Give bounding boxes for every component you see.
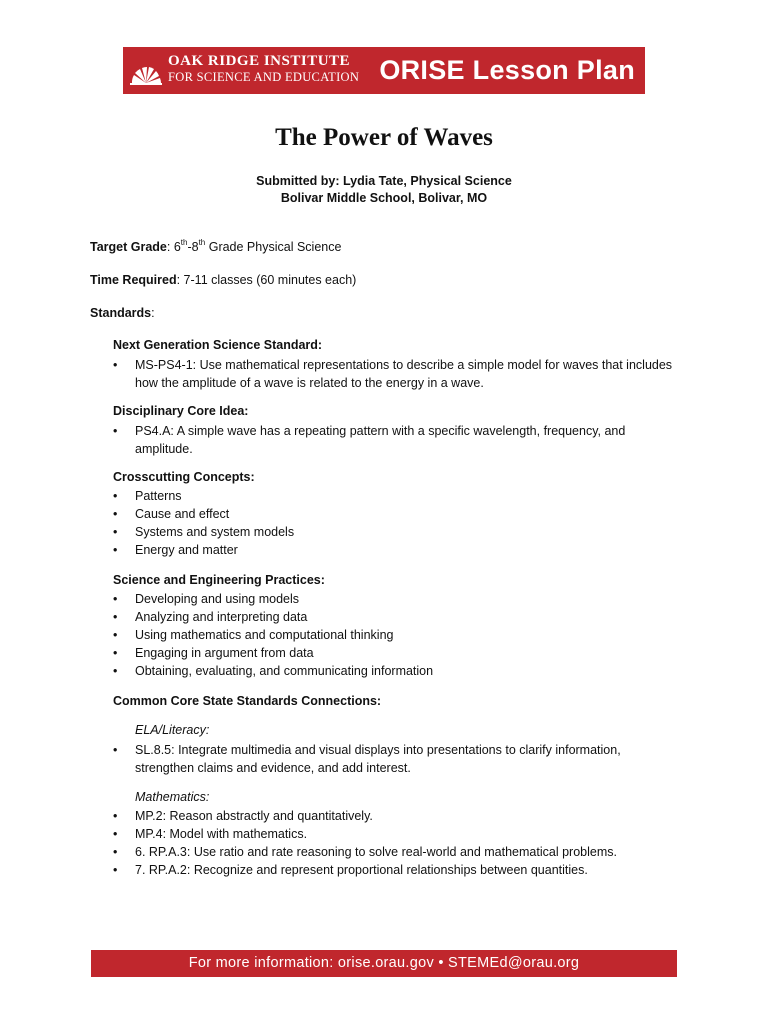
list-item: • MS-PS4-1: Use mathematical representations to describe a simple model for waves that includes how the amplitude of a wave is related to the energy in a wave. <box>113 358 673 390</box>
crosscutting-heading: Crosscutting Concepts: <box>113 470 255 484</box>
mathematics-label: Mathematics: <box>135 790 210 804</box>
time-required-label: Time Required <box>90 273 177 287</box>
list-item: • MP.2: Reason abstractly and quantitatively. <box>113 809 373 823</box>
list-item: • 6. RP.A.3: Use ratio and rate reasoning to solve real-world and mathematical problems. <box>113 845 617 859</box>
list-item: • Systems and system models <box>113 525 295 539</box>
list-item: • Developing and using models <box>113 592 299 606</box>
brand-title: ORISE Lesson Plan <box>379 55 635 85</box>
target-grade: Target Grade: 6th-8th Grade Physical Science <box>90 238 342 254</box>
list-item: • SL.8.5: Integrate multimedia and visual displays into presentations to clarify information, strengthen claims and evidence, and add interest. <box>113 743 621 775</box>
list-item: • Using mathematics and computational thinking <box>113 628 394 642</box>
org-name-line2: FOR SCIENCE AND EDUCATION <box>168 70 360 84</box>
list-item: • Analyzing and interpreting data <box>113 610 308 624</box>
ngss-heading: Next Generation Science Standard: <box>113 338 323 352</box>
document-title: The Power of Waves <box>275 124 493 151</box>
org-name-line1: OAK RIDGE INSTITUTE <box>168 53 351 69</box>
time-required: Time Required: 7-11 classes (60 minutes each) <box>90 273 357 287</box>
list-item: • Patterns <box>113 489 182 503</box>
dci-heading: Disciplinary Core Idea: <box>113 404 249 418</box>
list-item: • MP.4: Model with mathematics. <box>113 827 308 841</box>
practices-heading: Science and Engineering Practices: <box>113 573 325 587</box>
list-item: • Obtaining, evaluating, and communicating information <box>113 664 434 678</box>
standards-label: Standards: <box>90 306 155 320</box>
orise-sunburst-logo-icon <box>128 53 164 87</box>
byline-author: Submitted by: Lydia Tate, Physical Science <box>256 174 512 188</box>
organization-name <box>168 54 359 84</box>
list-item: • Engaging in argument from data <box>113 646 314 660</box>
list-item: • PS4.A: A simple wave has a repeating pattern with a specific wavelength, frequency, and amplitude. <box>113 424 626 456</box>
header-banner <box>123 47 645 94</box>
list-item: • 7. RP.A.2: Recognize and represent proportional relationships between quantities. <box>113 863 588 877</box>
list-item: • Cause and effect <box>113 507 230 521</box>
ela-literacy-label: ELA/Literacy: <box>135 723 210 737</box>
ccss-heading: Common Core State Standards Connections: <box>113 694 382 708</box>
byline <box>0 173 768 207</box>
footer-banner: For more information: orise.orau.gov • STEMEd@orau.org <box>91 950 677 977</box>
target-grade-label: Target Grade <box>90 240 167 254</box>
byline-school: Bolivar Middle School, Bolivar, MO <box>280 191 488 205</box>
list-item: • Energy and matter <box>113 543 238 557</box>
